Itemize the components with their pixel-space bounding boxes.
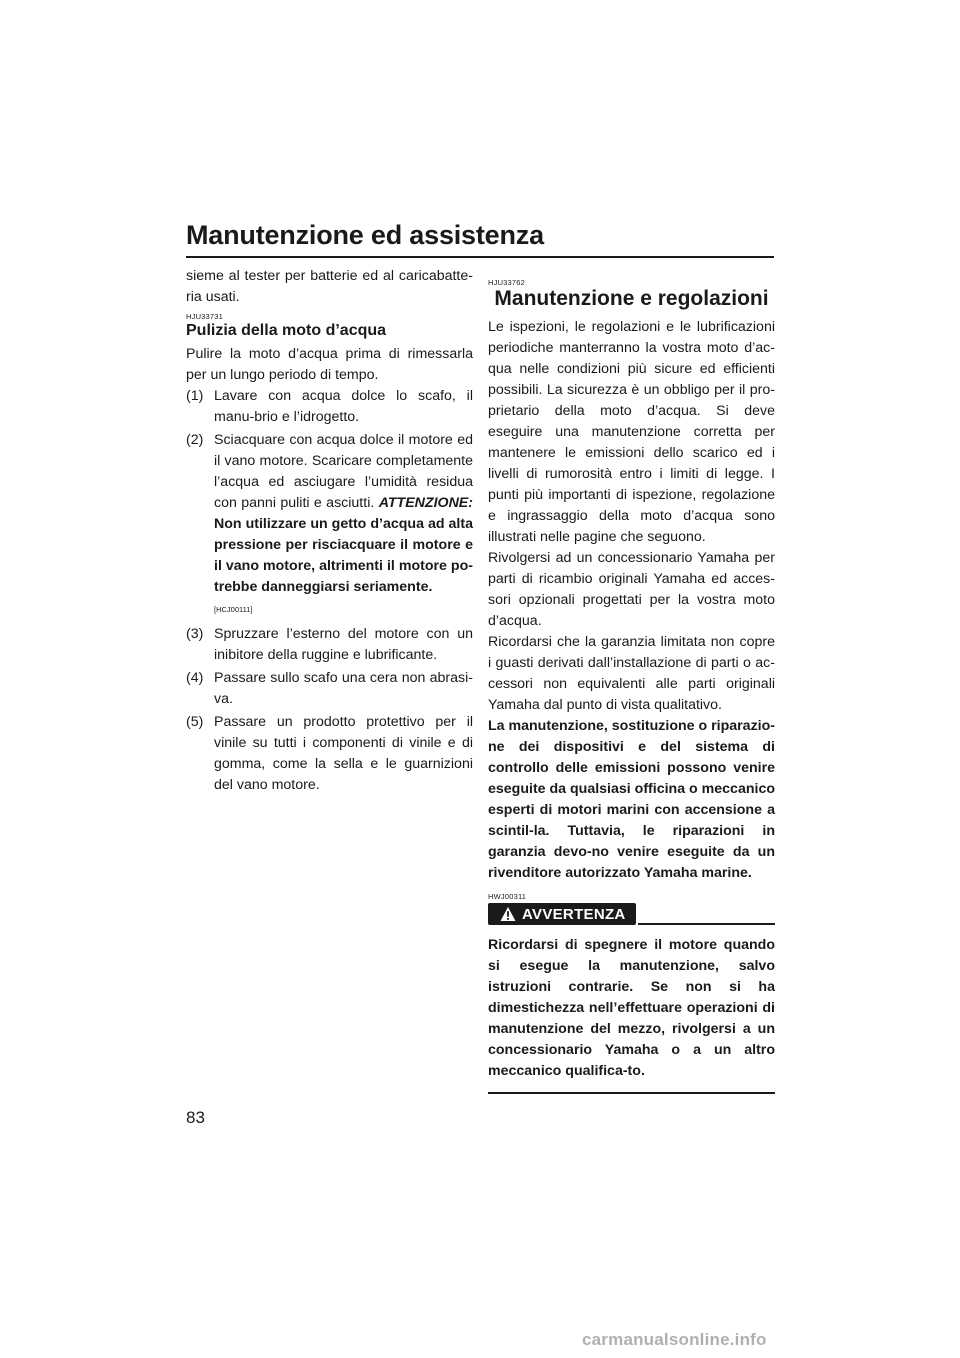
page-title: Manutenzione ed assistenza: [186, 220, 544, 250]
page-number: 83: [186, 1108, 205, 1127]
section-code: HJU33731: [186, 312, 224, 321]
warning-text: Ricordarsi di spegnere il motore quando si esegue la manutenzione, salvo istruzioni contrarie. Se non si ha dimestichezza nell’effettuare operazioni di manutenzione del mezzo, rivolgersi a un concessionario Yamaha o a un altro meccanico qualifica-to.: [488, 937, 775, 1079]
left-column: [186, 266, 473, 798]
list-item: [186, 712, 473, 796]
step-text: Passare un prodotto protettivo per il vinile su tutti i componenti di vinile e di gomma, come la sella e le guarnizioni del vano motore.: [214, 714, 473, 793]
body-paragraph: Rivolgersi ad un concessionario Yamaha per parti di ricambio originali Yamaha ed acces-sori opzionali progettati per la vostra moto d’acqua.: [488, 550, 775, 629]
section-title: Pulizia della moto d’acqua: [186, 322, 387, 339]
step-number: (4): [186, 670, 204, 686]
cleaning-steps: [186, 386, 473, 796]
step-text: Sciacquare con acqua dolce il motore ed il vano motore. Scaricare completamente l’acqua ed asciugare l’umidità residua con panni puliti e asciutti.: [214, 432, 473, 511]
right-column: [488, 266, 775, 1094]
step-text: Lavare con acqua dolce lo scafo, il manu-brio e l’idrogetto.: [214, 388, 473, 425]
list-item: [186, 430, 473, 616]
body-paragraph: Le ispezioni, le regolazioni e le lubrificazioni periodiche manterranno la vostra moto d’ac-qua nelle condizioni più sicure ed efficienti possibili. La sicurezza è un obbligo per il pro-prietario della moto d’acqua. Si deve eseguire una manutenzione corretta per mantenere le emissioni dello scarico ed i livelli di rumorosità entro i limiti di legge. I punti più importanti di ispezione, regolazione e ingrassaggio della moto d’acqua sono illustrati nelle pagine che seguono.: [488, 319, 775, 545]
step-number: (5): [186, 714, 204, 730]
warning-badge: [488, 903, 636, 925]
section-title: Manutenzione e regolazioni: [494, 287, 769, 310]
warning-triangle-icon: [500, 906, 516, 922]
step-number: (1): [186, 388, 204, 404]
warning-bottom-rule: [488, 1092, 775, 1094]
body-paragraph: Ricordarsi che la garanzia limitata non copre i guasti derivati dall’installazione di parti o ac-cessori non equivalenti alle parti originali Yamaha dal punto di vista qualitativo.: [488, 634, 775, 713]
list-item: [186, 624, 473, 666]
watermark: carmanualsonline.info: [582, 1330, 767, 1349]
list-item: [186, 386, 473, 428]
emissions-notice: La manutenzione, sostituzione o riparazio-ne dei dispositivi e del sistema di controllo delle emissioni possono venire eseguite da qualsiasi officina o meccanico esperti di motori marini con accensione a scintil-la. Tuttavia, le riparazioni in garanzia devo-no venire eseguite da un rivenditore autorizzato Yamaha marine.: [488, 718, 775, 881]
section-code: HJU33762: [488, 278, 526, 287]
header-rule: [186, 256, 774, 258]
step-number: (2): [186, 432, 204, 448]
continued-text: sieme al tester per batterie ed al caricabatte-ria usati.: [186, 268, 473, 305]
section-intro: Pulire la moto d’acqua prima di rimessarla per un lungo periodo di tempo.: [186, 346, 473, 383]
warning-label: AVVERTENZA: [522, 905, 626, 923]
warning-code: HWJ00311: [488, 892, 527, 901]
warning-header: [488, 903, 775, 929]
caution-code: [HCJ00111]: [214, 605, 253, 614]
warning-rule: [638, 923, 775, 925]
caution-text: Non utilizzare un getto d’acqua ad alta pressione per risciacquare il motore e il vano motore, altrimenti il motore po-trebbe danneggiarsi seriamente.: [214, 516, 473, 595]
step-text: Spruzzare l’esterno del motore con un inibitore della ruggine e lubrificante.: [214, 626, 473, 663]
step-number: (3): [186, 626, 204, 642]
step-text: Passare sullo scafo una cera non abrasi-va.: [214, 670, 473, 707]
caution-label: ATTENZIONE:: [378, 495, 473, 511]
list-item: [186, 668, 473, 710]
